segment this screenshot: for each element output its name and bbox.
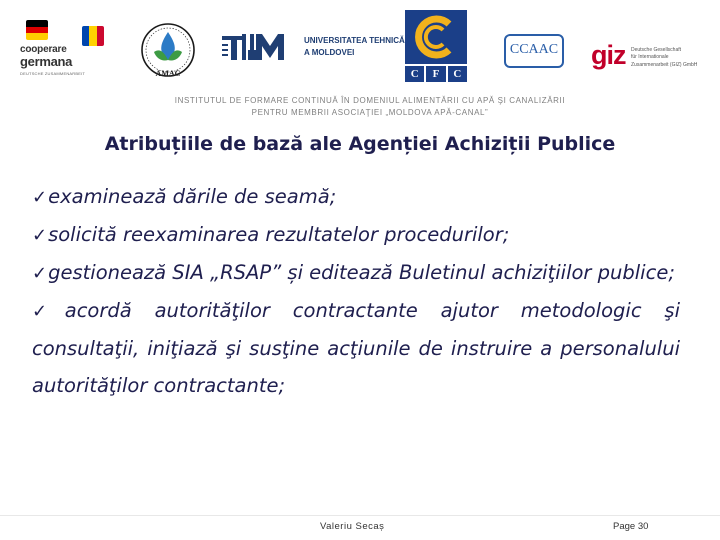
bullet-text: examinează dările de seamă;: [48, 185, 337, 208]
institute-line2: PENTRU MEMBRII ASOCIAŢIEI „MOLDOVA APĂ-CANAL”: [251, 108, 489, 117]
utm-logo: [222, 30, 405, 64]
checkmark-icon: ✓: [32, 263, 48, 284]
germany-flag-icon: [26, 20, 48, 40]
coop-word1: cooperare: [20, 44, 67, 55]
bullet-item: [32, 216, 680, 254]
giz-logo: [591, 40, 711, 76]
slide-title: Atribuțiile de bază ale Agenției Achiziții Publice: [104, 133, 616, 155]
giz-line3: Zusammenarbeit (GIZ) GmbH: [631, 62, 698, 68]
bullet-text: gestionează SIA „RSAP” și editează Buletinul achiziţiilor publice;: [48, 261, 675, 284]
coop-word2: germana: [20, 54, 73, 69]
coop-subline: DEUTSCHE ZUSAMMENARBEIT: [20, 71, 86, 76]
footer-author: Valeriu Secaș: [320, 521, 385, 532]
amac-label: AMAC: [155, 69, 181, 78]
giz-line2: für Internationale: [631, 54, 669, 60]
checkmark-icon: ✓: [32, 187, 48, 208]
bullet-text: solicită reexaminarea rezultatelor procedurilor;: [48, 223, 510, 246]
amac-logo: [140, 22, 196, 80]
bullet-text: acordă autorităţilor contractante ajutor metodologic şi consultaţii, iniţiază şi susţine acţiunile de instruire a personalului autorităţilor contractante;: [32, 299, 680, 397]
footer-divider: [0, 515, 720, 516]
checkmark-icon: ✓: [32, 301, 64, 322]
german-cooperation-logo: [20, 18, 112, 78]
bullet-item: [32, 254, 680, 292]
utm-name-line2: A MOLDOVEI: [304, 48, 355, 57]
bullet-item: [32, 178, 680, 216]
giz-line1: Deutsche Gesellschaft: [631, 47, 682, 53]
cfc-letter: C: [448, 66, 467, 82]
cfc-logo: [405, 10, 467, 82]
ccaac-label: CCAAC: [509, 42, 559, 57]
cfc-emblem: [405, 10, 467, 64]
cfc-letter: F: [426, 66, 445, 82]
logo-bar: [0, 0, 720, 92]
giz-mark: giz: [591, 40, 626, 70]
institute-line1: INSTITUTUL DE FORMARE CONTINUĂ ÎN DOMENIUL ALIMENTĂRII CU APĂ ŞI CANALIZĂRII: [174, 96, 566, 105]
ccaac-logo: [496, 12, 564, 82]
ccaac-badge: [504, 34, 564, 68]
utm-name-line1: UNIVERSITATEA TEHNICĂ: [304, 36, 405, 45]
moldova-flag-icon: [82, 26, 104, 46]
checkmark-icon: ✓: [32, 225, 48, 246]
bullet-item: [32, 292, 680, 404]
cfc-letters: [405, 66, 467, 82]
cfc-swirl-icon: [405, 10, 467, 64]
cfc-letter: C: [405, 66, 424, 82]
institute-caption: [110, 95, 630, 119]
footer-page-number: Page 30: [613, 521, 649, 532]
utm-mark-icon: [222, 30, 302, 64]
bullet-list: [32, 178, 680, 404]
